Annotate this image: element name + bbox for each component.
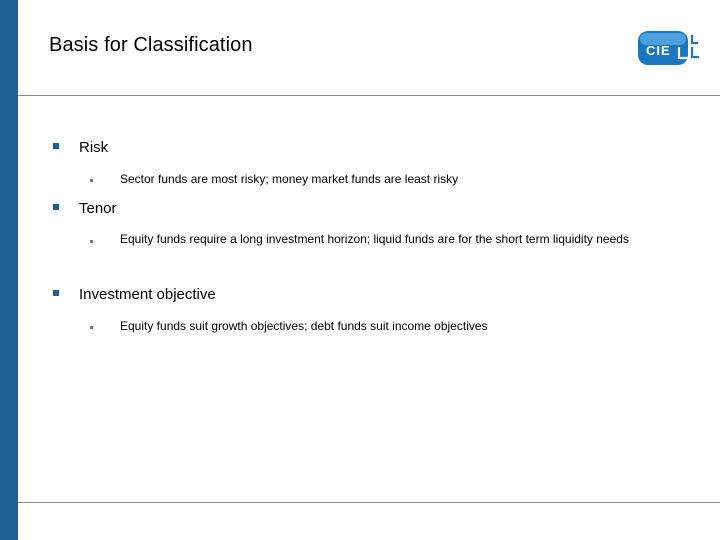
bullet-investment-objective: Investment objective (79, 286, 216, 303)
sub-bullet-marker (90, 240, 93, 243)
ciel-logo (636, 25, 702, 73)
header-divider (18, 95, 720, 96)
bullet-risk: Risk (79, 139, 109, 156)
svg-text:CIE: CIE (646, 43, 671, 58)
slide-title: Basis for Classification (49, 34, 253, 56)
bullet-marker (53, 143, 59, 149)
footer-divider (18, 502, 720, 503)
sub-bullet-investment-objective: Equity funds suit growth objectives; debt funds suit income objectives (120, 319, 488, 333)
sub-bullet-marker (90, 179, 93, 182)
sub-bullet-marker (90, 326, 93, 329)
bullet-marker (53, 290, 59, 296)
sub-bullet-tenor: Equity funds require a long investment horizon; liquid funds are for the short term liquidity needs (120, 232, 629, 246)
left-accent-bar (0, 0, 18, 540)
bullet-marker (53, 204, 59, 210)
bullet-tenor: Tenor (79, 200, 117, 217)
sub-bullet-risk: Sector funds are most risky; money market funds are least risky (120, 172, 459, 186)
